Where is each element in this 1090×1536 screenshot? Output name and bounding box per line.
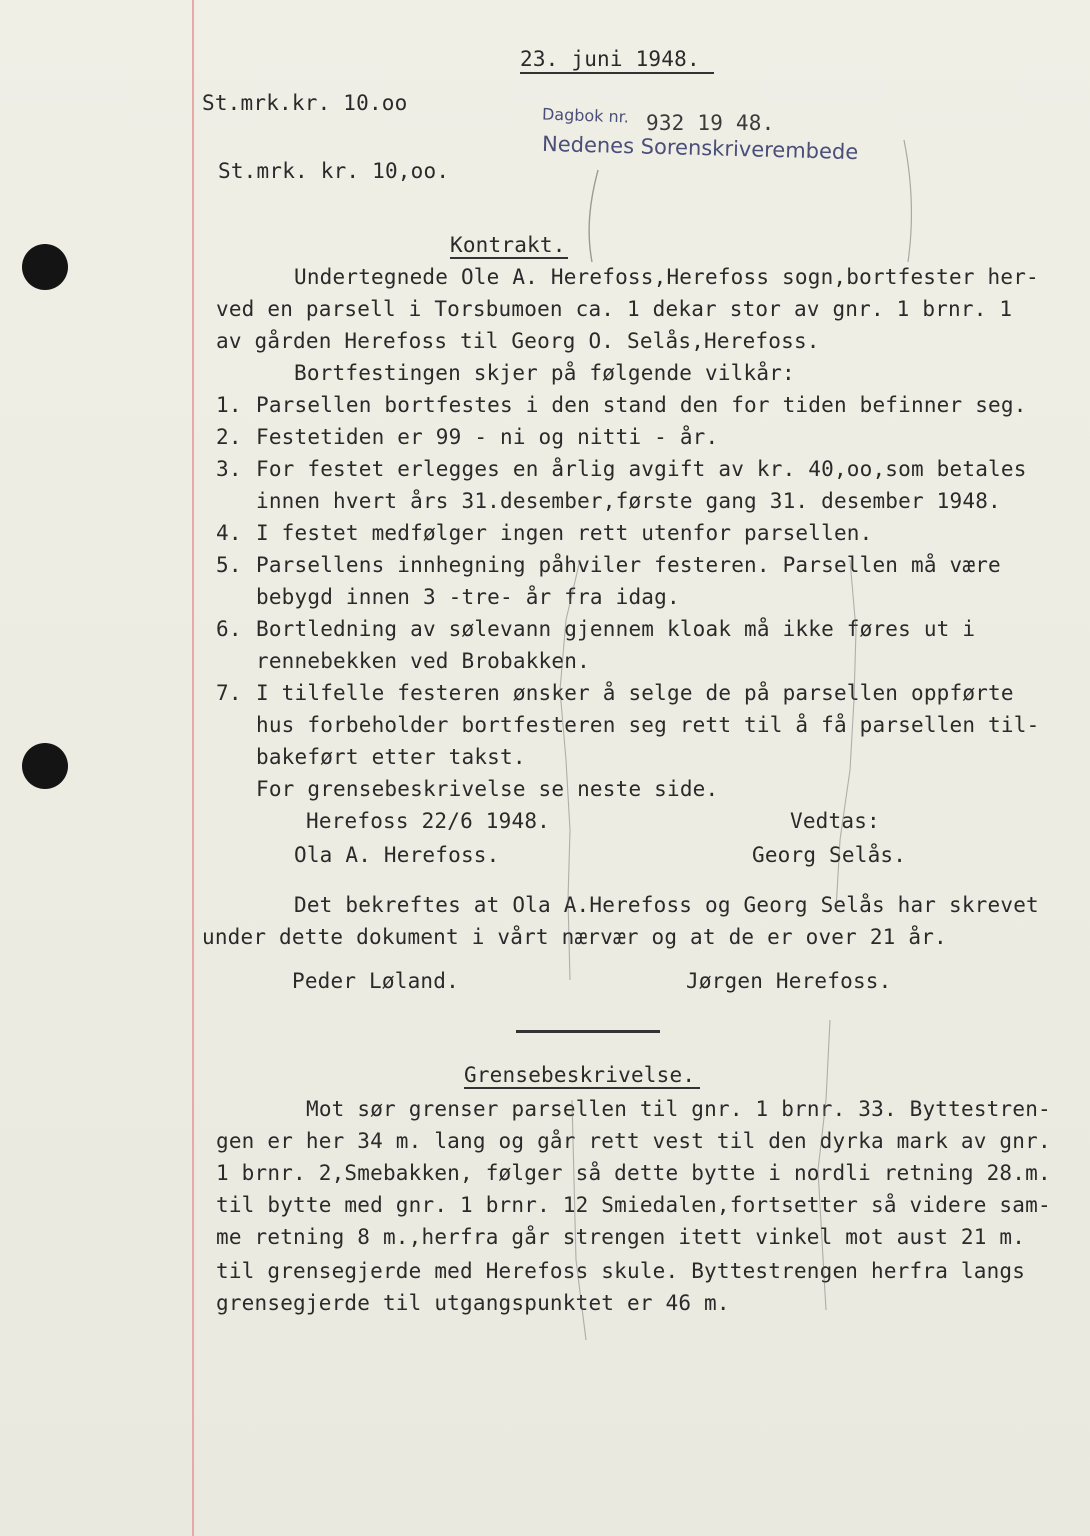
witness-right: Jørgen Herefoss. [686, 969, 892, 993]
term-6-line-2: rennebekken ved Brobakken. [256, 649, 590, 673]
intro-line-3: av gården Herefoss til Georg O. Selås,Herefoss. [216, 329, 820, 353]
term-7-number: 7. [216, 681, 242, 705]
place-date: Herefoss 22/6 1948. [306, 809, 551, 833]
boundary-title: Grensebeskrivelse. [464, 1063, 696, 1087]
boundary-line-1: Mot sør grenser parsellen til gnr. 1 brnr. 33. Byttestren- [306, 1097, 1051, 1121]
term-7-line-3: bakeført etter takst. [256, 745, 526, 769]
term-3-line-1: For festet erlegges en årlig avgift av kr. 40,oo,som betales [256, 457, 1027, 481]
term-6-line-1: Bortledning av sølevann gjennem kloak må ikke føres ut i [256, 617, 976, 641]
office-stamp: Nedenes Sorenskriverembede [541, 131, 859, 165]
term-5-line-2: bebygd innen 3 -tre- år fra idag. [256, 585, 680, 609]
boundary-line-3: 1 brnr. 2,Smebakken, følger så dette bytte i nordli retning 28.m. [216, 1161, 1051, 1185]
dagbok-label: Dagbok nr. [541, 104, 630, 127]
stamp-duty-top: St.mrk.kr. 10.oo [202, 91, 408, 115]
term-2-line-1: Festetiden er 99 - ni og nitti - år. [256, 425, 719, 449]
term-1-number: 1. [216, 393, 242, 417]
boundary-line-5: me retning 8 m.,herfra går strengen itett vinkel mot aust 21 m. [216, 1225, 1026, 1249]
intro-line-1: Undertegnede Ole A. Herefoss,Herefoss sogn,bortfester her- [294, 265, 1039, 289]
signer-left: Ola A. Herefoss. [294, 843, 500, 867]
witness-line-1: Det bekreftes at Ola A.Herefoss og Georg Selås har skrevet [294, 893, 1039, 917]
boundary-line-2: gen er her 34 m. lang og går rett vest til den dyrka mark av gnr. [216, 1129, 1051, 1153]
intro-line-2: ved en parsell i Torsbumoen ca. 1 dekar stor av gnr. 1 brnr. 1 [216, 297, 1013, 321]
term-5-number: 5. [216, 553, 242, 577]
boundary-line-4: til bytte med gnr. 1 brnr. 12 Smiedalen,fortsetter så videre sam- [216, 1193, 1051, 1217]
signer-right: Georg Selås. [752, 843, 907, 867]
term-1-line-1: Parsellen bortfestes i den stand den for tiden befinner seg. [256, 393, 1027, 417]
term-4-line-1: I festet medfølger ingen rett utenfor parsellen. [256, 521, 873, 545]
term-2-number: 2. [216, 425, 242, 449]
dagbok-number: 932 19 48. [646, 111, 775, 135]
witness-line-2: under dette dokument i vårt nærvær og at de er over 21 år. [202, 925, 947, 949]
intro-line-4: Bortfestingen skjer på følgende vilkår: [294, 361, 795, 385]
term-5-line-1: Parsellens innhegning påhviler festeren. Parsellen må være [256, 553, 1001, 577]
see-next-page: For grensebeskrivelse se neste side. [256, 777, 719, 801]
witness-left: Peder Løland. [292, 969, 459, 993]
boundary-line-6: til grensegjerde med Herefoss skule. Byttestrengen herfra langs [216, 1259, 1026, 1283]
term-3-line-2: innen hvert års 31.desember,første gang 31. desember 1948. [256, 489, 1001, 513]
stamp-duty-line: St.mrk. kr. 10,oo. [218, 159, 450, 183]
accepted-label: Vedtas: [790, 809, 880, 833]
term-7-line-2: hus forbeholder bortfesteren seg rett til å få parsellen til- [256, 713, 1040, 737]
boundary-line-7: grensegjerde til utgangspunktet er 46 m. [216, 1291, 730, 1315]
contract-title: Kontrakt. [450, 233, 566, 257]
term-4-number: 4. [216, 521, 242, 545]
term-7-line-1: I tilfelle festeren ønsker å selge de på parsellen oppførte [256, 681, 1014, 705]
document-date: 23. juni 1948. [520, 47, 700, 71]
term-6-number: 6. [216, 617, 242, 641]
term-3-number: 3. [216, 457, 242, 481]
